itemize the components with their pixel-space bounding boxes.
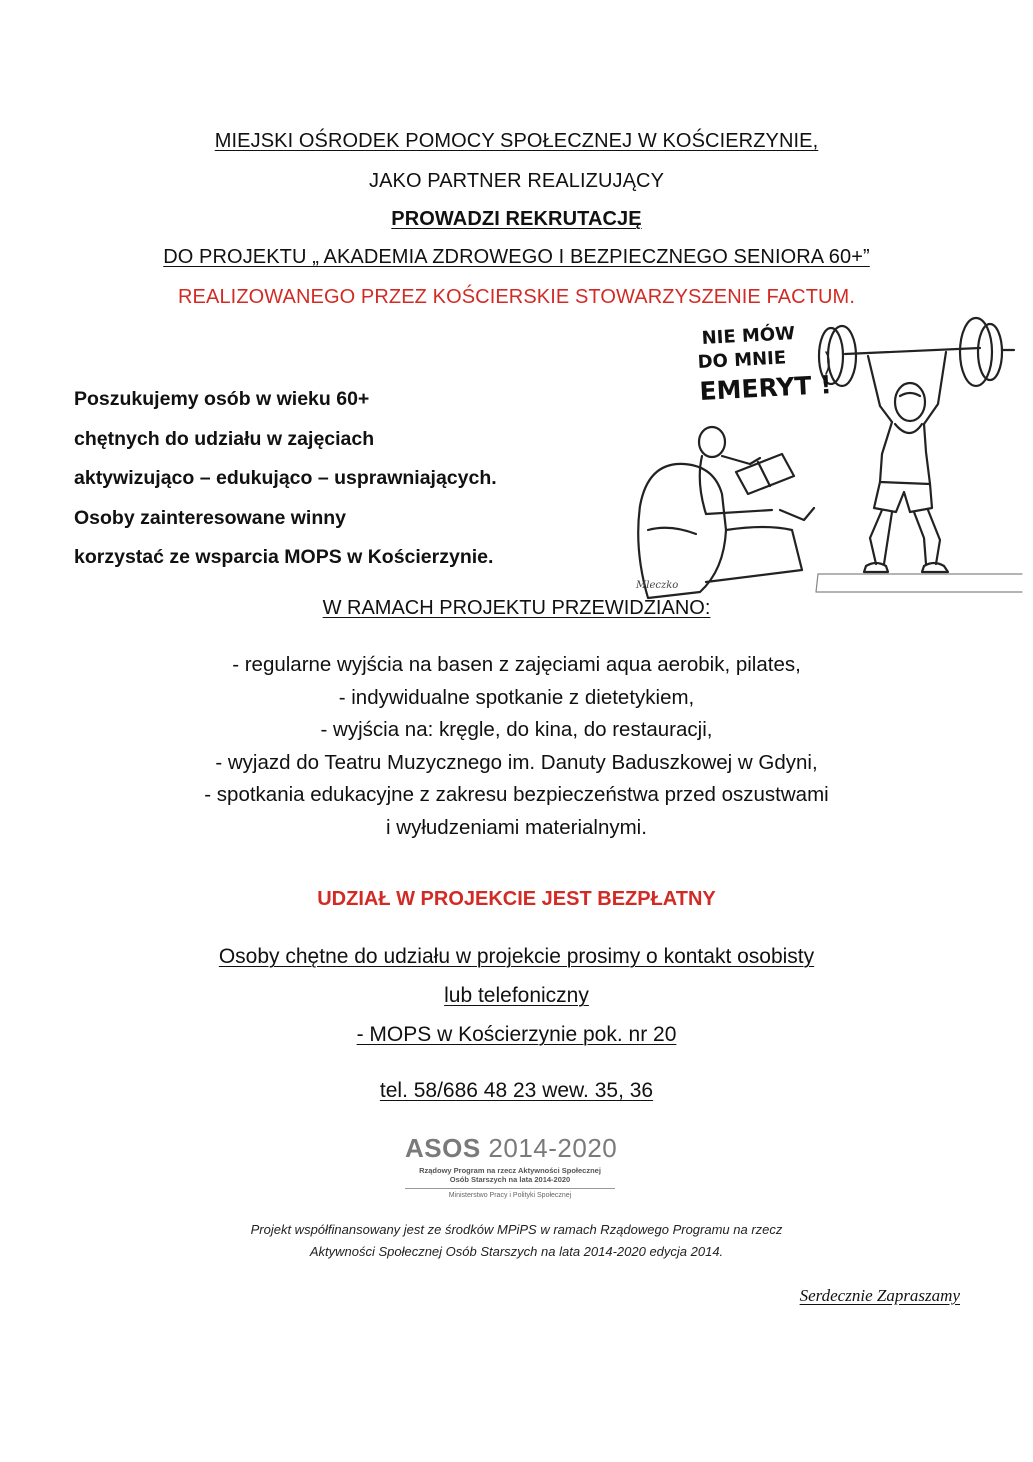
intro-line: chętnych do udziału w zajęciach	[74, 427, 375, 450]
intro-block	[74, 380, 634, 578]
cartoon-signature: Mleczko	[636, 580, 679, 591]
program-item: i wyłudzeniami materialnymi.	[386, 815, 647, 839]
program-item: - wyjazd do Teatru Muzycznego im. Danuty Baduszkowej w Gdyni,	[215, 750, 818, 774]
speech-line: NIE MÓW	[701, 323, 796, 349]
footnote-line: Projekt współfinansowany jest ze środków MPiPS w ramach Rządowego Programu na rzecz	[250, 1222, 783, 1237]
program-heading: W RAMACH PROJEKTU PRZEWIDZIANO:	[322, 597, 711, 619]
contact-line: lub telefoniczny	[444, 984, 589, 1007]
intro-line: korzystać ze wsparcia MOPS w Kościerzynie.	[74, 546, 494, 568]
header-project-name: DO PROJEKTU „ AKADEMIA ZDROWEGO I BEZPIECZNEGO SENIORA 60+”	[163, 246, 870, 268]
logo-ministry: Ministerstwo Pracy i Polityki Społecznej	[448, 1192, 572, 1199]
speech-line: EMERYT !	[698, 370, 833, 406]
header-recruitment: PROWADZI REKRUTACJĘ	[391, 208, 642, 230]
header-organization: MIEJSKI OŚRODEK POMOCY SPOŁECZNEJ W KOŚCIERZYNIE,	[214, 130, 819, 152]
program-list	[0, 649, 1033, 844]
program-item: - regularne wyjścia na basen z zajęciami aqua aerobik, pilates,	[232, 653, 801, 676]
contact-line: Osoby chętne do udziału w projekcie prosimy o kontakt osobisty	[218, 945, 815, 968]
contact-office: - MOPS w Kościerzynie pok. nr 20	[356, 1023, 677, 1046]
program-item: - indywidualne spotkanie z dietetykiem,	[338, 685, 695, 709]
contact-phone: tel. 58/686 48 23 wew. 35, 36	[379, 1079, 654, 1102]
logo-subtitle: Osób Starszych na lata 2014-2020	[449, 1175, 571, 1184]
intro-line: aktywizująco – edukująco – usprawniających.	[74, 467, 497, 489]
weightlifter-cartoon-illustration	[630, 316, 1025, 606]
logo-years: 2014-2020	[488, 1133, 618, 1163]
intro-line: Poszukujemy osób w wieku 60+	[74, 388, 370, 410]
intro-line: Osoby zainteresowane winny	[74, 506, 346, 529]
header-partner: JAKO PARTNER REALIZUJĄCY	[368, 170, 665, 192]
free-participation-notice: UDZIAŁ W PROJEKCIE JEST BEZPŁATNY	[317, 888, 716, 910]
logo-subtitle: Rządowy Program na rzecz Aktywności Społecznej	[419, 1166, 601, 1175]
footnote-line: Aktywności Społecznej Osób Starszych na lata 2014-2020 edycja 2014.	[309, 1244, 724, 1259]
asos-logo	[405, 1133, 630, 1213]
header-implementer: REALIZOWANEGO PRZEZ KOŚCIERSKIE STOWARZYSZENIE FACTUM.	[178, 286, 855, 308]
program-item: - wyjścia na: kręgle, do kina, do restauracji,	[320, 718, 713, 741]
speech-line: DO MNIE	[697, 347, 787, 373]
logo-brand: ASOS	[405, 1133, 481, 1163]
program-item: - spotkania edukacyjne z zakresu bezpieczeństwa przed oszustwami	[204, 783, 829, 806]
logo-divider	[405, 1188, 615, 1189]
closing-invitation: Serdecznie Zapraszamy	[799, 1286, 960, 1305]
cofinancing-footnote	[0, 1219, 1033, 1263]
